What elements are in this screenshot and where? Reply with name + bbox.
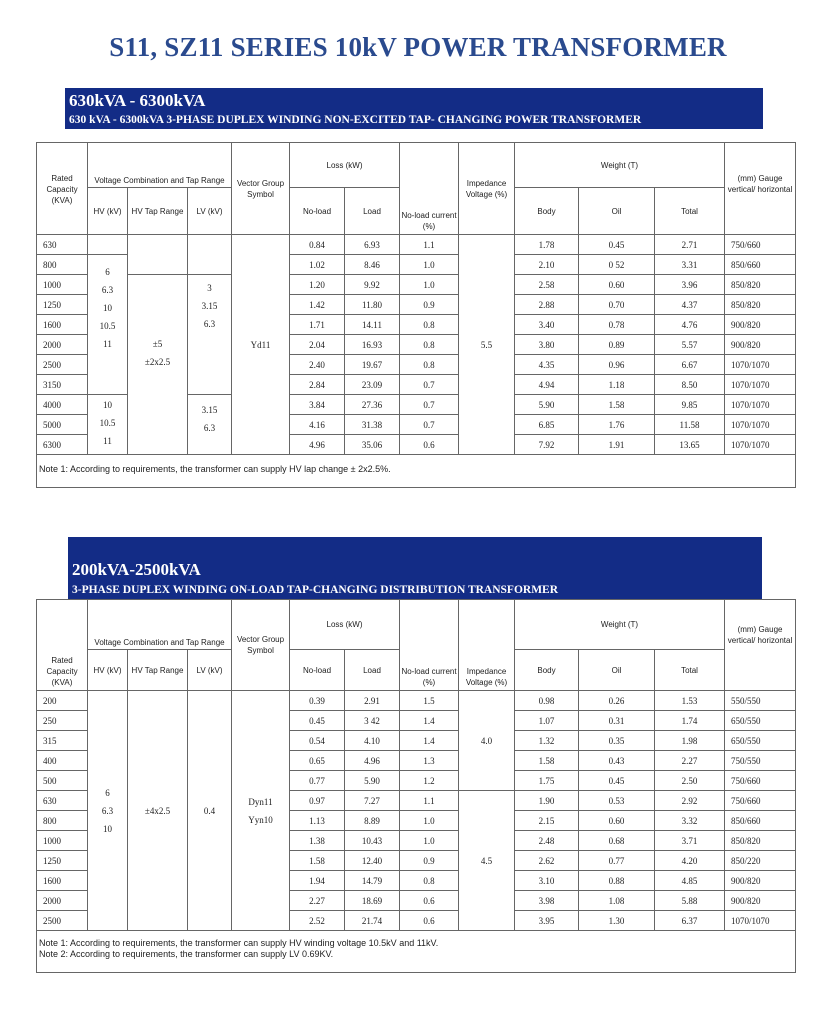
cell-hv-group-1: 6 6.3 10 10.5 11 xyxy=(88,255,128,395)
cell-total-weight: 4.20 xyxy=(655,851,725,871)
cell-oil-weight: 0.35 xyxy=(579,731,655,751)
cell-body-weight: 1.78 xyxy=(515,235,579,255)
cell-no-load-loss: 0.54 xyxy=(290,731,345,751)
cell-no-load-current: 0.6 xyxy=(400,891,459,911)
cell-gauge: 850/660 xyxy=(725,255,796,275)
cell-load-loss: 8.46 xyxy=(345,255,400,275)
cell-lv: 0.4 xyxy=(188,691,232,931)
cell-capacity: 630 xyxy=(37,235,88,255)
cell-load-loss: 4.96 xyxy=(345,751,400,771)
cell-load-loss: 6.93 xyxy=(345,235,400,255)
header-body: Body xyxy=(515,650,579,691)
cell-oil-weight: 0.77 xyxy=(579,851,655,871)
cell-load-loss: 14.79 xyxy=(345,871,400,891)
spec-table-630-6300 xyxy=(36,142,796,488)
cell-body-weight: 7.92 xyxy=(515,435,579,455)
cell-no-load-current: 0.7 xyxy=(400,415,459,435)
cell-lv-group-2: 3.15 6.3 xyxy=(188,395,232,455)
cell-oil-weight: 1.18 xyxy=(579,375,655,395)
cell-capacity: 800 xyxy=(37,255,88,275)
cell-no-load-current: 0.7 xyxy=(400,375,459,395)
header-vector-group: Vector Group Symbol xyxy=(232,143,290,235)
cell-load-loss: 23.09 xyxy=(345,375,400,395)
cell-body-weight: 0.98 xyxy=(515,691,579,711)
cell-load-loss: 27.36 xyxy=(345,395,400,415)
cell-no-load-loss: 0.65 xyxy=(290,751,345,771)
cell-no-load-loss: 2.84 xyxy=(290,375,345,395)
cell-capacity: 2000 xyxy=(37,335,88,355)
cell-no-load-current: 1.1 xyxy=(400,235,459,255)
cell-no-load-current: 0.8 xyxy=(400,335,459,355)
cell-load-loss: 31.38 xyxy=(345,415,400,435)
cell-oil-weight: 0.70 xyxy=(579,295,655,315)
cell-load-loss: 12.40 xyxy=(345,851,400,871)
section-subtitle: 3-PHASE DUPLEX WINDING ON-LOAD TAP-CHANGING DISTRIBUTION TRANSFORMER xyxy=(72,584,559,596)
cell-no-load-current: 0.8 xyxy=(400,871,459,891)
cell-gauge: 1070/1070 xyxy=(725,395,796,415)
cell-no-load-loss: 1.02 xyxy=(290,255,345,275)
cell-capacity: 1000 xyxy=(37,831,88,851)
cell-no-load-current: 1.2 xyxy=(400,771,459,791)
header-oil: Oil xyxy=(579,188,655,235)
cell-no-load-loss: 2.40 xyxy=(290,355,345,375)
header-voltage-combination: Voltage Combination and Tap Range xyxy=(88,600,232,650)
cell-lv-blank xyxy=(188,235,232,275)
cell-gauge: 850/220 xyxy=(725,851,796,871)
cell-gauge: 1070/1070 xyxy=(725,415,796,435)
header-gauge: (mm) Gauge vertical/ horizontal xyxy=(725,143,796,235)
cell-total-weight: 1.98 xyxy=(655,731,725,751)
cell-hv-group-2: 10 10.5 11 xyxy=(88,395,128,455)
cell-total-weight: 2.92 xyxy=(655,791,725,811)
cell-body-weight: 1.90 xyxy=(515,791,579,811)
header-no-load: No-load xyxy=(290,188,345,235)
cell-gauge: 900/820 xyxy=(725,871,796,891)
cell-load-loss: 11.80 xyxy=(345,295,400,315)
cell-gauge: 650/550 xyxy=(725,731,796,751)
cell-total-weight: 1.53 xyxy=(655,691,725,711)
header-load: Load xyxy=(345,188,400,235)
cell-total-weight: 11.58 xyxy=(655,415,725,435)
cell-hv-tap-range: ±4x2.5 xyxy=(128,691,188,931)
header-no-load-current: No-load current (%) xyxy=(400,143,459,235)
cell-oil-weight: 1.08 xyxy=(579,891,655,911)
cell-no-load-current: 1.0 xyxy=(400,255,459,275)
header-hv-tap: HV Tap Range xyxy=(128,188,188,235)
cell-no-load-loss: 0.97 xyxy=(290,791,345,811)
cell-no-load-loss: 4.16 xyxy=(290,415,345,435)
table-note-1: Note 1: According to requirements, the transformer can supply HV winding voltage 10.5kV and 11kV. xyxy=(39,938,439,948)
cell-oil-weight: 0 52 xyxy=(579,255,655,275)
cell-load-loss: 7.27 xyxy=(345,791,400,811)
cell-no-load-current: 0.8 xyxy=(400,315,459,335)
cell-load-loss: 14.11 xyxy=(345,315,400,335)
cell-oil-weight: 0.45 xyxy=(579,771,655,791)
header-weight: Weight (T) xyxy=(515,600,725,650)
section-subtitle: 630 kVA - 6300kVA 3-PHASE DUPLEX WINDING NON-EXCITED TAP- CHANGING POWER TRANSFORMER xyxy=(69,114,642,126)
cell-body-weight: 3.98 xyxy=(515,891,579,911)
header-no-load: No-load xyxy=(290,650,345,691)
cell-oil-weight: 1.58 xyxy=(579,395,655,415)
cell-body-weight: 3.40 xyxy=(515,315,579,335)
cell-no-load-current: 0.9 xyxy=(400,295,459,315)
cell-impedance-group-2: 4.5 xyxy=(459,791,515,931)
cell-total-weight: 6.37 xyxy=(655,911,725,931)
cell-gauge: 750/660 xyxy=(725,791,796,811)
cell-body-weight: 2.88 xyxy=(515,295,579,315)
cell-body-weight: 6.85 xyxy=(515,415,579,435)
cell-total-weight: 5.57 xyxy=(655,335,725,355)
cell-no-load-loss: 2.27 xyxy=(290,891,345,911)
cell-gauge: 900/820 xyxy=(725,891,796,911)
header-lv: LV (kV) xyxy=(188,188,232,235)
cell-capacity: 500 xyxy=(37,771,88,791)
header-hv: HV (kV) xyxy=(88,650,128,691)
cell-oil-weight: 0.31 xyxy=(579,711,655,731)
cell-no-load-loss: 2.52 xyxy=(290,911,345,931)
cell-vector-group: Dyn11 Yyn10 xyxy=(232,691,290,931)
cell-total-weight: 3.96 xyxy=(655,275,725,295)
cell-gauge: 1070/1070 xyxy=(725,911,796,931)
cell-load-loss: 5.90 xyxy=(345,771,400,791)
section-title: 200kVA-2500kVA xyxy=(72,560,201,579)
cell-body-weight: 5.90 xyxy=(515,395,579,415)
cell-oil-weight: 0.43 xyxy=(579,751,655,771)
cell-load-loss: 2.91 xyxy=(345,691,400,711)
cell-body-weight: 1.58 xyxy=(515,751,579,771)
cell-total-weight: 4.76 xyxy=(655,315,725,335)
cell-total-weight: 4.37 xyxy=(655,295,725,315)
cell-body-weight: 2.15 xyxy=(515,811,579,831)
cell-total-weight: 3.31 xyxy=(655,255,725,275)
cell-capacity: 630 xyxy=(37,791,88,811)
cell-total-weight: 1.74 xyxy=(655,711,725,731)
table-note-2: Note 2: According to requirements, the transformer can supply LV 0.69KV. xyxy=(39,949,334,959)
cell-hv-tap-range: ±5 ±2x2.5 xyxy=(128,275,188,455)
cell-no-load-loss: 1.94 xyxy=(290,871,345,891)
cell-capacity: 250 xyxy=(37,711,88,731)
header-hv-tap: HV Tap Range xyxy=(128,650,188,691)
cell-body-weight: 2.58 xyxy=(515,275,579,295)
cell-no-load-loss: 4.96 xyxy=(290,435,345,455)
header-rated-capacity: Rated Capacity (KVA) xyxy=(37,143,88,235)
cell-no-load-current: 0.7 xyxy=(400,395,459,415)
cell-oil-weight: 0.68 xyxy=(579,831,655,851)
cell-gauge: 1070/1070 xyxy=(725,435,796,455)
cell-capacity: 1250 xyxy=(37,295,88,315)
cell-body-weight: 1.75 xyxy=(515,771,579,791)
cell-total-weight: 6.67 xyxy=(655,355,725,375)
cell-load-loss: 10.43 xyxy=(345,831,400,851)
cell-oil-weight: 0.89 xyxy=(579,335,655,355)
cell-no-load-current: 0.9 xyxy=(400,851,459,871)
cell-load-loss: 16.93 xyxy=(345,335,400,355)
cell-total-weight: 9.85 xyxy=(655,395,725,415)
cell-capacity: 315 xyxy=(37,731,88,751)
cell-body-weight: 2.48 xyxy=(515,831,579,851)
cell-body-weight: 2.62 xyxy=(515,851,579,871)
cell-oil-weight: 1.76 xyxy=(579,415,655,435)
header-lv: LV (kV) xyxy=(188,650,232,691)
cell-oil-weight: 0.53 xyxy=(579,791,655,811)
cell-load-loss: 8.89 xyxy=(345,811,400,831)
cell-gauge: 750/660 xyxy=(725,771,796,791)
cell-load-loss: 35.06 xyxy=(345,435,400,455)
cell-gauge: 1070/1070 xyxy=(725,355,796,375)
header-no-load-current: No-load current (%) xyxy=(400,600,459,691)
cell-capacity: 2500 xyxy=(37,911,88,931)
cell-hv-blank xyxy=(88,235,128,255)
page-title: S11, SZ11 SERIES 10kV POWER TRANSFORMER xyxy=(109,32,727,62)
cell-no-load-current: 1.1 xyxy=(400,791,459,811)
cell-gauge: 750/550 xyxy=(725,751,796,771)
cell-impedance: 5.5 xyxy=(459,235,515,455)
cell-no-load-current: 1.0 xyxy=(400,275,459,295)
spec-table-200-2500 xyxy=(36,599,796,973)
cell-capacity: 1600 xyxy=(37,315,88,335)
cell-load-loss: 18.69 xyxy=(345,891,400,911)
cell-body-weight: 3.95 xyxy=(515,911,579,931)
header-oil: Oil xyxy=(579,650,655,691)
cell-body-weight: 1.32 xyxy=(515,731,579,751)
cell-no-load-current: 1.4 xyxy=(400,711,459,731)
cell-hv-tap-blank xyxy=(128,235,188,275)
cell-total-weight: 3.71 xyxy=(655,831,725,851)
cell-oil-weight: 0.60 xyxy=(579,811,655,831)
cell-body-weight: 3.10 xyxy=(515,871,579,891)
header-hv: HV (kV) xyxy=(88,188,128,235)
cell-lv-group-1: 3 3.15 6.3 xyxy=(188,275,232,395)
section-banner-200-2500 xyxy=(68,537,762,599)
cell-capacity: 4000 xyxy=(37,395,88,415)
cell-no-load-loss: 0.45 xyxy=(290,711,345,731)
cell-no-load-current: 1.5 xyxy=(400,691,459,711)
cell-capacity: 6300 xyxy=(37,435,88,455)
header-body: Body xyxy=(515,188,579,235)
header-loss: Loss (kW) xyxy=(290,600,400,650)
section-banner-630-6300 xyxy=(65,88,763,129)
cell-load-loss: 9.92 xyxy=(345,275,400,295)
cell-load-loss: 3 42 xyxy=(345,711,400,731)
header-rated-capacity: Rated Capacity (KVA) xyxy=(37,600,88,691)
header-loss: Loss (kW) xyxy=(290,143,400,188)
cell-load-loss: 4.10 xyxy=(345,731,400,751)
cell-oil-weight: 1.30 xyxy=(579,911,655,931)
cell-impedance-group-1: 4.0 xyxy=(459,691,515,791)
cell-load-loss: 21.74 xyxy=(345,911,400,931)
cell-no-load-loss: 1.13 xyxy=(290,811,345,831)
cell-body-weight: 4.35 xyxy=(515,355,579,375)
cell-gauge: 900/820 xyxy=(725,335,796,355)
cell-no-load-current: 1.0 xyxy=(400,831,459,851)
cell-no-load-loss: 1.38 xyxy=(290,831,345,851)
cell-capacity: 2500 xyxy=(37,355,88,375)
cell-no-load-loss: 0.77 xyxy=(290,771,345,791)
cell-oil-weight: 0.96 xyxy=(579,355,655,375)
header-impedance: Impedance Voltage (%) xyxy=(459,143,515,235)
cell-no-load-current: 0.6 xyxy=(400,435,459,455)
cell-body-weight: 2.10 xyxy=(515,255,579,275)
cell-no-load-loss: 1.71 xyxy=(290,315,345,335)
cell-no-load-loss: 0.39 xyxy=(290,691,345,711)
header-weight: Weight (T) xyxy=(515,143,725,188)
cell-gauge: 900/820 xyxy=(725,315,796,335)
cell-total-weight: 5.88 xyxy=(655,891,725,911)
cell-gauge: 550/550 xyxy=(725,691,796,711)
cell-oil-weight: 0.78 xyxy=(579,315,655,335)
cell-capacity: 1250 xyxy=(37,851,88,871)
cell-no-load-loss: 3.84 xyxy=(290,395,345,415)
cell-body-weight: 4.94 xyxy=(515,375,579,395)
cell-oil-weight: 1.91 xyxy=(579,435,655,455)
cell-capacity: 2000 xyxy=(37,891,88,911)
cell-gauge: 750/660 xyxy=(725,235,796,255)
cell-total-weight: 13.65 xyxy=(655,435,725,455)
cell-oil-weight: 0.60 xyxy=(579,275,655,295)
cell-capacity: 5000 xyxy=(37,415,88,435)
header-total: Total xyxy=(655,650,725,691)
cell-capacity: 200 xyxy=(37,691,88,711)
header-vector-group: Vector Group Symbol xyxy=(232,600,290,691)
cell-gauge: 850/820 xyxy=(725,831,796,851)
cell-gauge: 850/820 xyxy=(725,275,796,295)
cell-capacity: 1600 xyxy=(37,871,88,891)
cell-gauge: 850/660 xyxy=(725,811,796,831)
table-note: Note 1: According to requirements, the transformer can supply HV lap change ± 2x2.5%. xyxy=(37,455,796,488)
cell-no-load-loss: 0.84 xyxy=(290,235,345,255)
cell-vector-group: Yd11 xyxy=(232,235,290,455)
cell-total-weight: 3.32 xyxy=(655,811,725,831)
cell-total-weight: 2.27 xyxy=(655,751,725,771)
cell-oil-weight: 0.26 xyxy=(579,691,655,711)
cell-no-load-current: 1.0 xyxy=(400,811,459,831)
cell-capacity: 800 xyxy=(37,811,88,831)
cell-oil-weight: 0.88 xyxy=(579,871,655,891)
section-title: 630kVA - 6300kVA xyxy=(69,91,206,110)
cell-no-load-loss: 1.42 xyxy=(290,295,345,315)
cell-no-load-current: 1.4 xyxy=(400,731,459,751)
cell-oil-weight: 0.45 xyxy=(579,235,655,255)
cell-total-weight: 2.71 xyxy=(655,235,725,255)
cell-no-load-loss: 1.58 xyxy=(290,851,345,871)
header-impedance: Impedance Voltage (%) xyxy=(459,600,515,691)
cell-capacity: 400 xyxy=(37,751,88,771)
table-row xyxy=(37,275,796,295)
cell-no-load-current: 0.6 xyxy=(400,911,459,931)
cell-capacity: 3150 xyxy=(37,375,88,395)
table-row xyxy=(37,235,796,255)
header-voltage-combination: Voltage Combination and Tap Range xyxy=(88,143,232,188)
cell-gauge: 1070/1070 xyxy=(725,375,796,395)
cell-no-load-loss: 2.04 xyxy=(290,335,345,355)
cell-gauge: 650/550 xyxy=(725,711,796,731)
cell-total-weight: 4.85 xyxy=(655,871,725,891)
cell-load-loss: 19.67 xyxy=(345,355,400,375)
header-load: Load xyxy=(345,650,400,691)
cell-hv: 6 6.3 10 xyxy=(88,691,128,931)
cell-body-weight: 1.07 xyxy=(515,711,579,731)
cell-total-weight: 8.50 xyxy=(655,375,725,395)
cell-capacity: 1000 xyxy=(37,275,88,295)
table-row xyxy=(37,691,796,711)
cell-no-load-current: 1.3 xyxy=(400,751,459,771)
cell-gauge: 850/820 xyxy=(725,295,796,315)
cell-no-load-current: 0.8 xyxy=(400,355,459,375)
table-notes xyxy=(37,931,796,973)
header-gauge: (mm) Gauge vertical/ horizontal xyxy=(725,600,796,691)
cell-no-load-loss: 1.20 xyxy=(290,275,345,295)
cell-body-weight: 3.80 xyxy=(515,335,579,355)
cell-total-weight: 2.50 xyxy=(655,771,725,791)
header-total: Total xyxy=(655,188,725,235)
